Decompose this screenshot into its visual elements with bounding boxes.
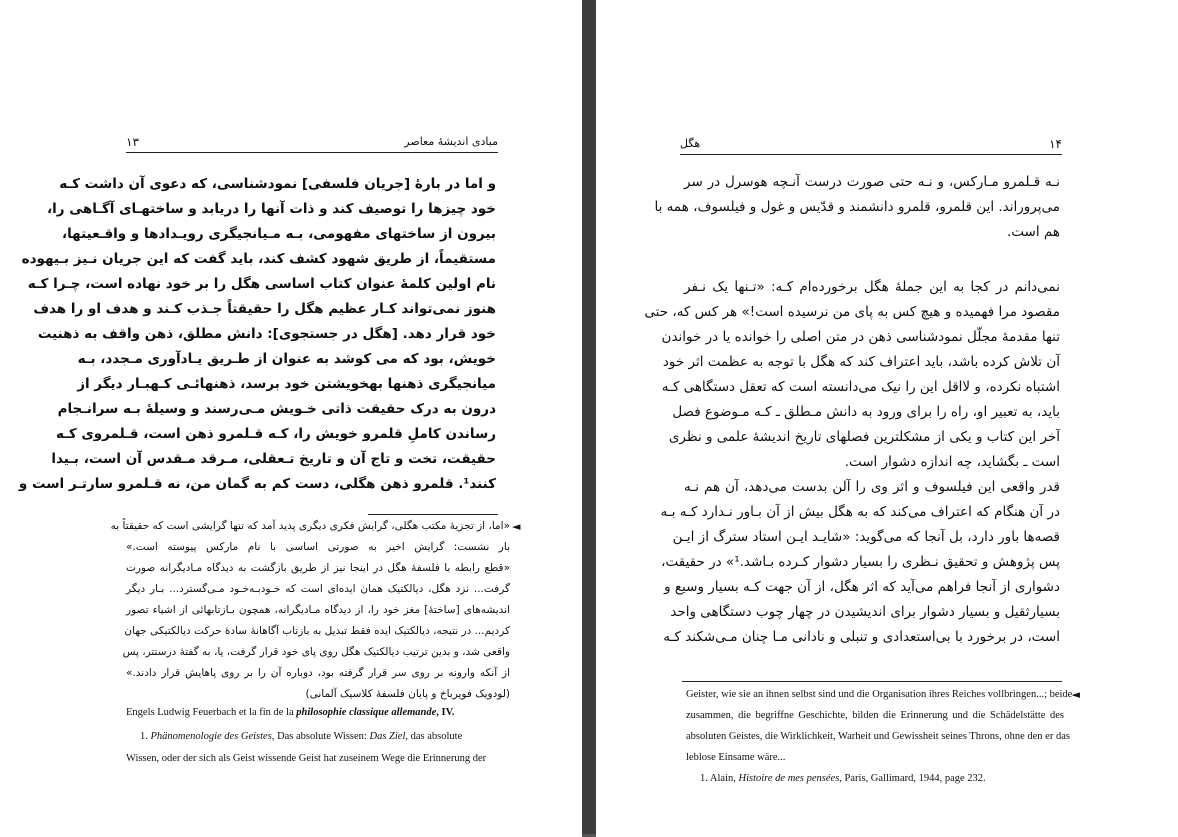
note-work-title: Phänomenologie des Geistes,	[150, 731, 275, 742]
text-line: درون به درک حقیقت ذاتی خـویش مـی‌رسند و وسیلهٔ بـه سرانـجام	[57, 401, 496, 417]
text-line: کردیم... در نتیجه، دیالکتیک ایده فقط تبدیل به بازتاب آگاهانهٔ سادهٔ حرکت دیالکتیکی جهان	[124, 625, 510, 637]
continuation-arrow-icon: ◄	[1071, 688, 1080, 701]
page-number: ۱۳	[126, 135, 139, 149]
text-line: و اما در بارهٔ [جریان فلسفی] نمودشناسی، که دعوی آن داشت کـه	[59, 176, 496, 192]
header-rule	[126, 152, 498, 153]
text-line: است ـ بگشاید، چه اندازه دشوار است.	[844, 454, 1060, 470]
running-header	[680, 135, 1062, 153]
note-title: Histoire de mes pensées,	[738, 773, 842, 784]
text-line: آخر این کتاب و یکی از مشکلترین فصلهای تاریخ اندیشهٔ علمی و نظری	[668, 429, 1060, 445]
text-line: قصه‌ها باور دارد، بل آنجا که می‌گوید: «شایـد ایـن استاد سترگ از ایـن	[672, 529, 1060, 545]
continuation-arrow-icon: ◄	[512, 520, 521, 533]
text-line: مستقیماً، از طریق شهود کشف کند، باید گفت که این جریان نـیز بـیهوده	[21, 251, 496, 267]
text-line: Geister, wie sie an ihnen selbst sind und die Organisation ihres Reiches vollbringen...; beide	[686, 689, 1073, 700]
footnote-continuation	[686, 684, 1073, 768]
text-line: بار نشست: گرایش اخیر به صورتی اساسی با نام مارکس پیوسته است.»	[126, 541, 510, 553]
note-rest: Paris, Gallimard, 1944, page 232.	[841, 773, 986, 784]
right-page	[596, 0, 1178, 837]
text-line: حقیقت، تخت و تاج آن و تاریخ تـعقلی، مـرقد مـقدس آن است، بـیدا	[51, 451, 496, 467]
body-text	[644, 170, 1060, 650]
text-line: «قطع رابطه با فلسفهٔ هگل در اینجا نیز از طریق بازگشت به دیدگاه مـادیگرانه صورت	[126, 562, 510, 574]
left-page	[0, 0, 582, 837]
text-line: absoluten Geistes, die Wirklichkeit, Warheit und Gewissheit seines Throns, ohne den er das	[686, 731, 1070, 742]
text-line: گرفت... نزد هگل، دیالکتیک همان ایده‌ای است که خـودبـه‌خـود مـی‌گسترد... بـار دیگر	[126, 583, 510, 595]
paragraph-1	[654, 170, 1060, 245]
footnote-source	[126, 704, 510, 722]
text-line: اشتباه نکرده، و لااقل این را نیک می‌دانسته است که تعقل دستگاهی کـه	[661, 379, 1060, 395]
note-tail: das absolute	[408, 731, 463, 742]
book-gutter	[582, 0, 596, 837]
text-line: می‌پروراند. این قلمرو، قلمرو دانشمند و قدّیس و غول و فیلسوف، همه با	[654, 199, 1060, 215]
text-line: کنند¹. قلمرو ذهن هگلی، دست کم به گمان من، نه قـلمرو سارتـر است و	[18, 476, 496, 492]
footnotes	[686, 684, 1080, 790]
source-title: philosophie classique allemande	[296, 707, 437, 718]
text-line: مقصود مرا فهمیده و هیچ کس به پای من نرسیده است!» هر کس که، حتی	[644, 304, 1060, 320]
footnote-quote	[110, 516, 510, 705]
text-line: هنوز نمی‌تواند کـار عظیم هگل را حقیقتاً جـذب کـند و هدف او را هدف	[33, 301, 496, 317]
footnote-rule	[368, 514, 498, 515]
running-header	[126, 133, 498, 151]
note-prefix: 1. Alain,	[700, 773, 739, 784]
text-line: خود چیزها را توصیف کند و ذات آنها را دریابد و ساختهـای آگـاهی را،	[47, 201, 496, 217]
text-line: بیرون از ساختهای مفهومی، بـه مـیانجیگری رویـدادها و واقـعیتها،	[61, 226, 496, 242]
text-line: باید، به تعبیر او، راه را برای ورود به دانش مـطلق ـ کـه مـوضوع فصل	[672, 404, 1060, 420]
text-line: دشواری از آنجا فراهم می‌آید که اثر هگل، از آن جهت کـه بسیار وسیع و	[664, 579, 1060, 595]
source-prefix: Engels Ludwig Feuerbach et la fin de la	[126, 707, 297, 718]
text-line: نام اولین کلمهٔ عنوان کتاب اساسی هگل را بر خود نهاده است، چـرا کـه	[27, 276, 496, 292]
note-number: 1.	[140, 731, 151, 742]
text-line: میانجیگری ذهنها بهخویشتن خود برسد، ذهنهائـی کـهبـار دیگر از	[77, 376, 496, 392]
text-line: اندیشه‌های [ساختهٔ] مغز خود را، از دیدگاه مـادیگرانه، همچون بـازتابهائی از اشیاء تصور	[126, 604, 510, 616]
paragraph-2	[644, 275, 1060, 475]
header-title: هگل	[680, 137, 701, 150]
header-title: مبادی اندیشهٔ معاصر	[404, 135, 498, 148]
text-line: leblose Einsame wäre...	[686, 752, 786, 763]
body-text	[18, 172, 496, 497]
text-line: (لودویک فویرباخ و پایان فلسفهٔ کلاسیک آلمانی)	[305, 688, 510, 700]
page-number: ۱۴	[1049, 137, 1062, 151]
footnote-1-line-1	[126, 726, 510, 748]
paragraph-3	[660, 475, 1060, 650]
footnotes	[110, 516, 510, 770]
footnote-rule	[682, 681, 1062, 682]
text-line: zusammen, die begriffne Geschichte, bilden die Erinnerung und die Schädelstätte des	[686, 710, 1064, 721]
text-line: بسیارثقیل و بسیار دشوار برای اندیشیدن در چهار چوب دستگاهی واحد	[670, 604, 1060, 620]
footnote-1	[686, 768, 1064, 790]
footnote-1-line-2: Wissen, oder der sich als Geist wissende Geist hat zuseinem Wege die Erinnerung der	[126, 753, 487, 764]
text-line: پس پژوهش و تحقیق نـظری را بسیار دشوار کـرده بـاشد.¹» در حقیقت،	[661, 554, 1060, 570]
text-line: در آن هنگام که اعتراف می‌کند که به هگل بیش از آن بـاور نـدارد کـه بـه	[660, 504, 1060, 520]
text-line: رساندن کاملِ قلمرو خویش را، کـه قـلمرو ذهن است، قـلمروی کـه	[56, 426, 496, 442]
text-line: است، در برخورد با بی‌استعدادی و تنبلی و نادانی مـا چنان مـی‌شکند کـه	[663, 629, 1060, 645]
note-text: Das absolute Wissen:	[274, 731, 370, 742]
source-suffix: , IV.	[436, 707, 455, 718]
text-line: خود قرار دهد. [هگل در جستجوی]: دانش مطلق، ذهن واقف به ذهنیت	[37, 326, 496, 342]
text-line: واقعی شد، و بدین ترتیب دیالکتیک هگل روی پای خود قرار گرفت، یا، به گفتهٔ درستتر، پس	[122, 646, 510, 658]
text-line: خویش، بود که می کوشد به عنوان از طـریق یـادآوری مـجدد، بـه	[77, 351, 496, 367]
text-line: نمی‌دانم در کجا به این جملهٔ هگل برخورده‌ام کـه: «تـنها یک نـفر	[684, 279, 1060, 295]
text-line: قدر واقعی این فیلسوف و اثر وی را آلن بدست می‌دهد، آن هم نـه	[684, 479, 1060, 495]
text-line: آن تلاش کرده باشد، باید اعتراف کند که هگل با توجه به عظمت اثر خود	[662, 354, 1060, 370]
text-line: از آنکه وارونه بر روی سر قرار گرفته بود، دوباره آن را بر روی پاهایش قرار دادند.»	[126, 667, 510, 679]
text-line: «اما، از تجزیهٔ مکتب هگلی، گرایش فکری دیگری پدید آمد که تنها گرایشی است که حقیقتاً به	[110, 520, 510, 532]
header-rule	[680, 154, 1062, 155]
text-line: هم است.	[1006, 224, 1060, 240]
text-line: تنها مقدمهٔ مجلّل نمودشناسی ذهن در متن اصلی را خوانده یا در خواندن	[661, 329, 1060, 345]
text-line: نـه قـلمرو مـارکس، و نـه حتی صورت درست آنـچه هوسرل در سر	[684, 174, 1060, 190]
note-italic: Das Ziel,	[369, 731, 408, 742]
